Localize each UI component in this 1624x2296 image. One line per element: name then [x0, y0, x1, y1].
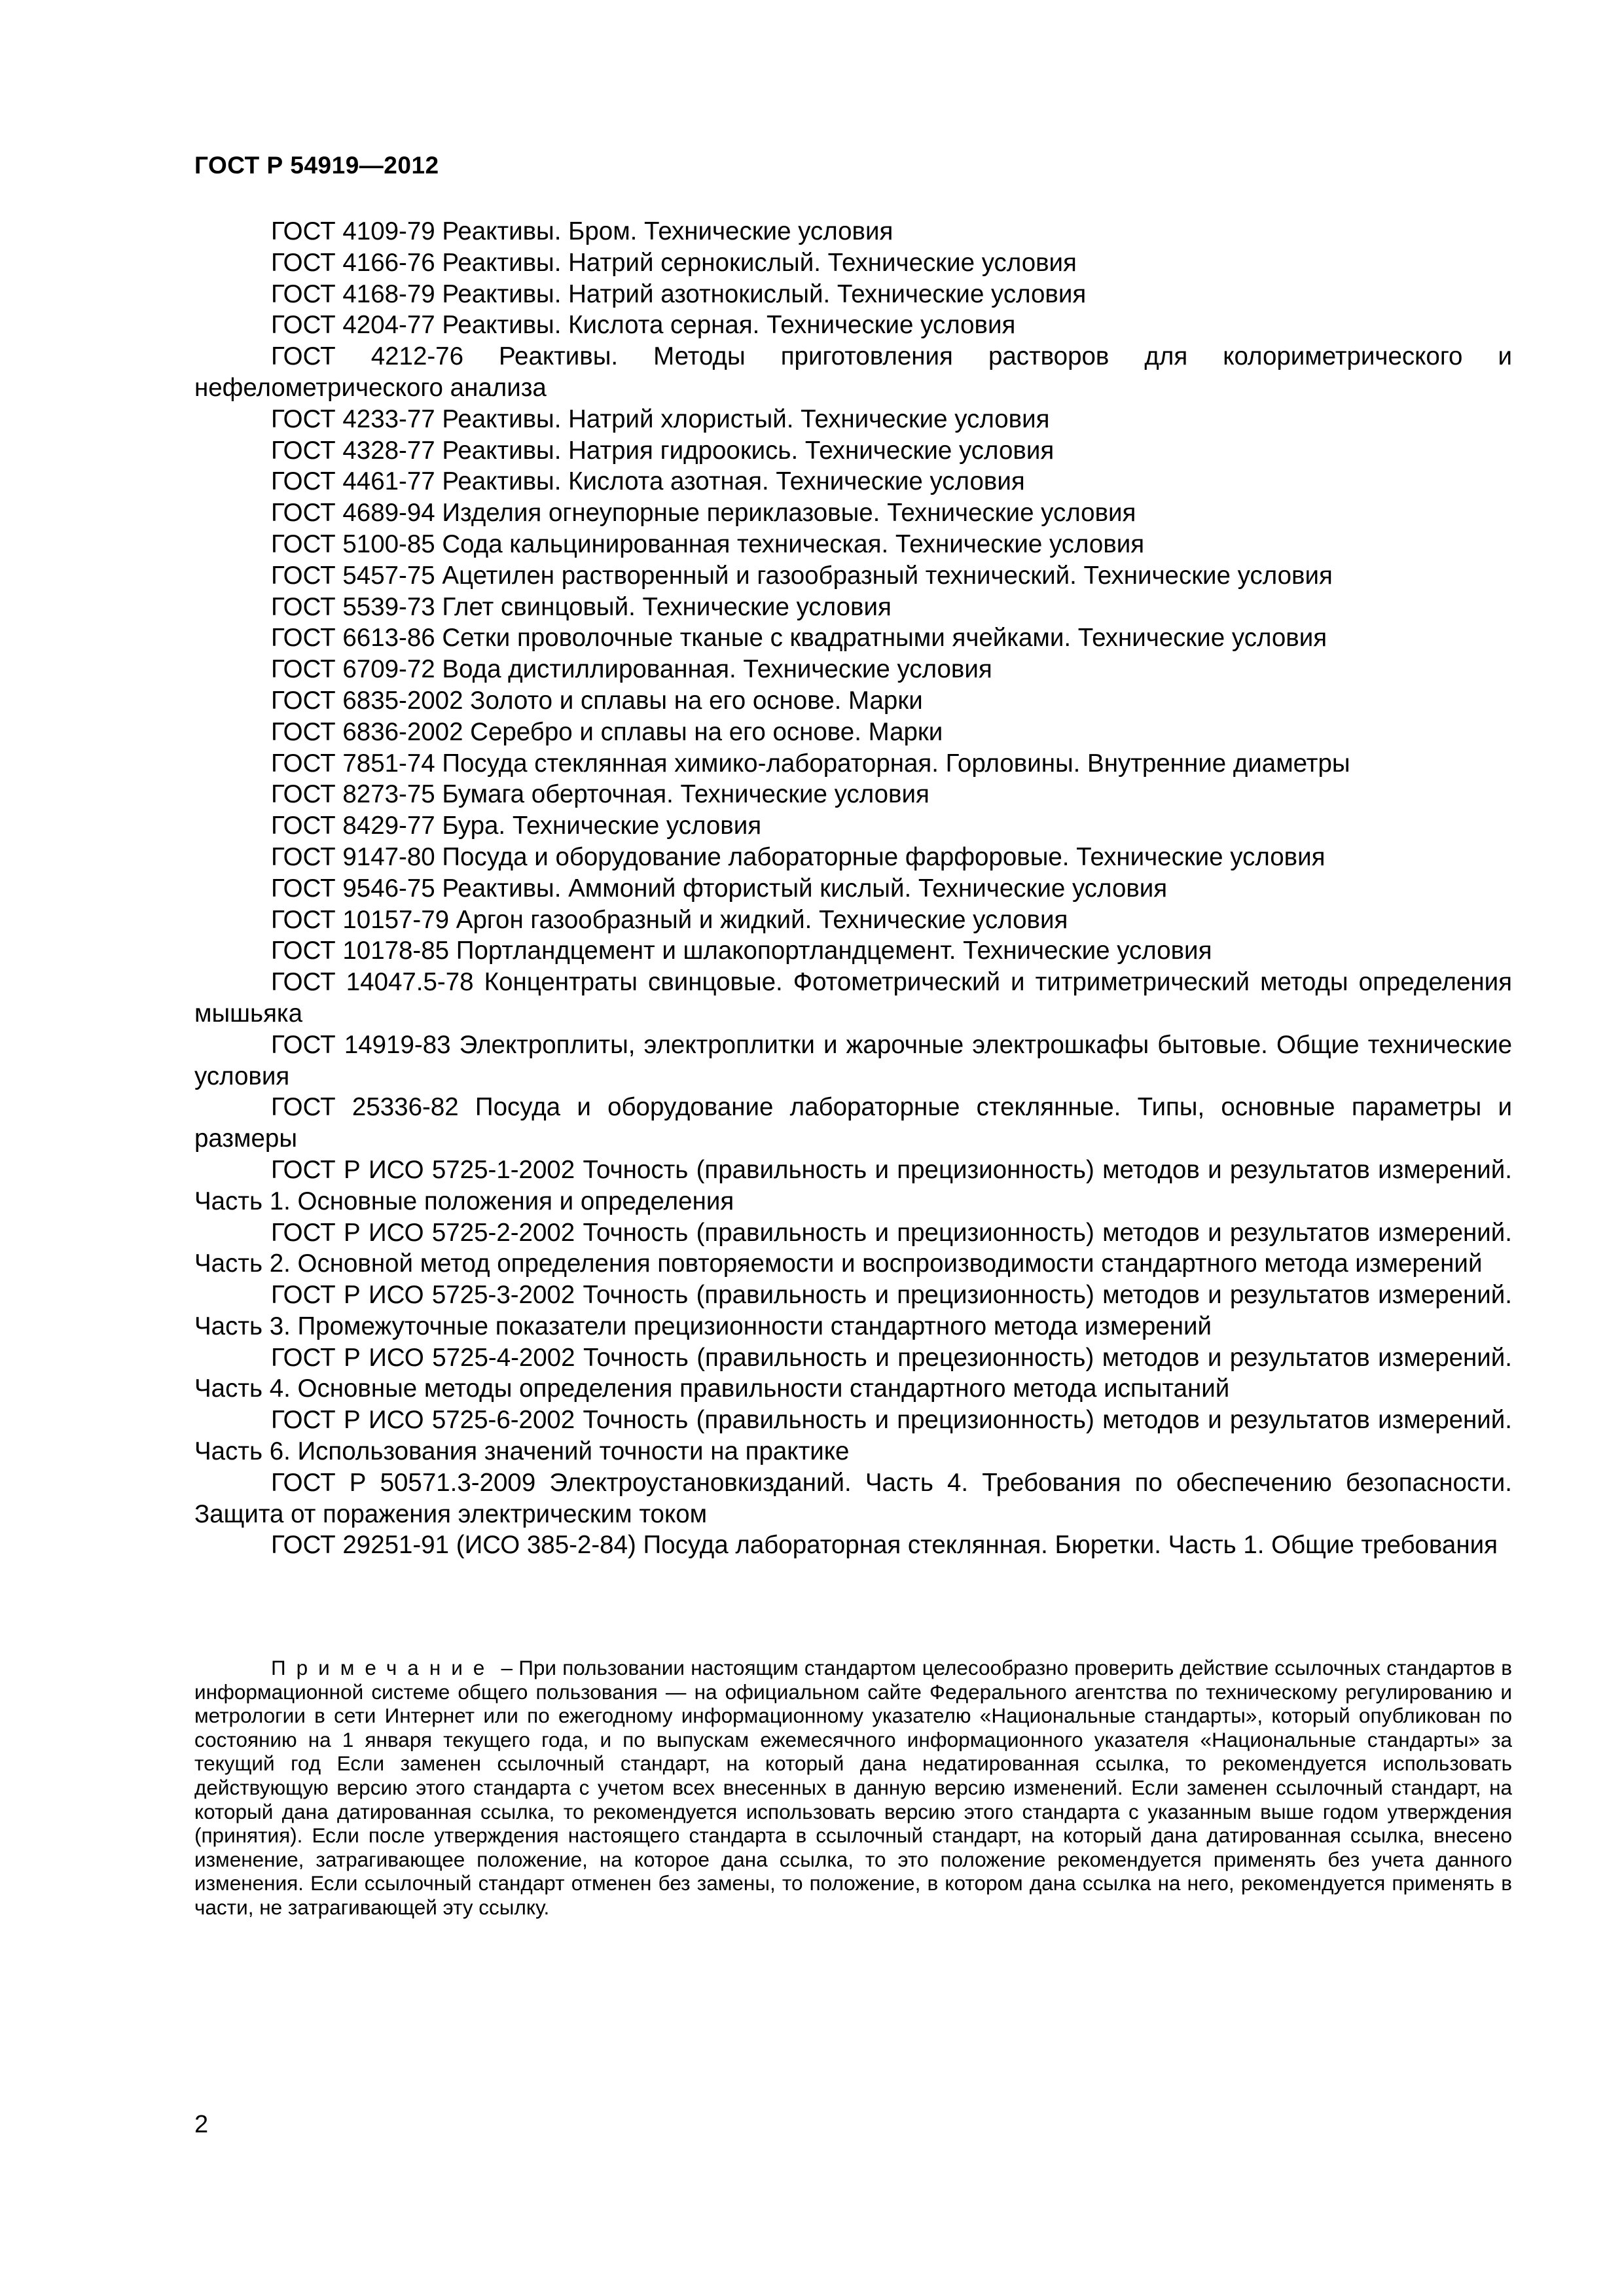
reference-item: ГОСТ 4109-79 Реактивы. Бром. Технические условия: [271, 217, 893, 245]
reference-item: ГОСТ Р ИСО 5725-2-2002 Точность (правильность и прецизионность) методов и результатов измерений. Часть 2. Основной метод определения повторяемости и воспроизводимости стандартного метода измерений: [194, 1218, 1512, 1278]
reference-item: ГОСТ 5100-85 Сода кальцинированная техническая. Технические условия: [271, 529, 1145, 558]
reference-item: ГОСТ 4461-77 Реактивы. Кислота азотная. Технические условия: [271, 467, 1025, 496]
reference-item: ГОСТ Р ИСО 5725-6-2002 Точность (правильность и прецизионность) методов и результатов измерений. Часть 6. Использования значений точности на практике: [194, 1406, 1512, 1466]
reference-item: ГОСТ 9147-80 Посуда и оборудование лабораторные фарфоровые. Технические условия: [271, 842, 1326, 871]
reference-item: ГОСТ 4212-76 Реактивы. Методы приготовления растворов для колориметрического и нефелометрического анализа: [194, 342, 1512, 402]
reference-item: ГОСТ 10178-85 Портландцемент и шлакопортландцемент. Технические условия: [271, 937, 1212, 965]
reference-item: ГОСТ 5457-75 Ацетилен растворенный и газообразный технический. Технические условия: [271, 561, 1333, 590]
reference-item: ГОСТ 6835-2002 Золото и сплавы на его основе. Марки: [271, 686, 923, 715]
reference-item: ГОСТ 25336-82 Посуда и оборудование лабораторные стеклянные. Типы, основные параметры и размеры: [194, 1093, 1512, 1153]
reference-item: ГОСТ Р ИСО 5725-3-2002 Точность (правильность и прецизионность) методов и результатов измерений. Часть 3. Промежуточные показатели прецизионности стандартного метода измерений: [194, 1281, 1512, 1340]
reference-item: ГОСТ Р ИСО 5725-1-2002 Точность (правильность и прецизионность) методов и результатов измерений. Часть 1. Основные положения и определения: [194, 1155, 1512, 1215]
reference-item: ГОСТ 6709-72 Вода дистиллированная. Технические условия: [271, 655, 992, 684]
normative-references-list: [194, 216, 1512, 1561]
reference-item: ГОСТ 6613-86 Сетки проволочные тканые с квадратными ячейками. Технические условия: [271, 624, 1327, 653]
page-number: 2: [194, 2111, 209, 2138]
reference-item: ГОСТ 6836-2002 Серебро и сплавы на его основе. Марки: [271, 717, 943, 746]
reference-item: ГОСТ 29251-91 (ИСО 385-2-84) Посуда лабораторная стеклянная. Бюретки. Часть 1. Общие требования: [271, 1531, 1498, 1560]
reference-item: ГОСТ 4168-79 Реактивы. Натрий азотнокислый. Технические условия: [271, 279, 1087, 308]
document-header: ГОСТ Р 54919—2012: [194, 152, 439, 179]
reference-item: ГОСТ 4204-77 Реактивы. Кислота серная. Технические условия: [271, 311, 1016, 340]
note-paragraph: [194, 1656, 1512, 1920]
reference-item: ГОСТ 4166-76 Реактивы. Натрий сернокислый. Технические условия: [271, 248, 1077, 277]
note-text: – При пользовании настоящим стандартом целесообразно проверить действие ссылочных стандартов в информационной системе общего пользования — на официальном сайте Федерального агентства по техническому регулированию и метрологии в сети Интернет или по ежегодному информационному указателю «Национальные стандарты», который опубликован по состоянию на 1 января текущего года, и по выпускам ежемесячного информационного указателя «Национальные стандарты» за текущий год Если заменен ссылочный стандарт, на который дана недатированная ссылка, то рекомендуется использовать действующую версию этого стандарта с учетом всех внесенных в данную версию изменений. Если заменен ссылочный стандарт, на который дана датированная ссылка, то рекомендуется использовать версию этого стандарта с указанным выше годом утверждения (принятия). Если после утверждения настоящего стандарта в ссылочный стандарт, на который дана датированная ссылка, внесено изменение, затрагивающее положение, на которое дана ссылка, то это положение рекомендуется применять без учета данного изменения. Если ссылочный стандарт отменен без замены, то положение, в котором дана ссылка на него, рекомендуется применять в части, не затрагивающей эту ссылку.: [194, 1656, 1512, 1919]
reference-item: ГОСТ Р 50571.3-2009 Электроустановкизданий. Часть 4. Требования по обеспечению безопасности. Защита от поражения электрическим током: [194, 1468, 1512, 1528]
reference-item: ГОСТ 4689-94 Изделия огнеупорные периклазовые. Технические условия: [271, 499, 1136, 528]
reference-item: ГОСТ 14919-83 Электроплиты, электроплитки и жарочные электрошкафы бытовые. Общие технические условия: [194, 1030, 1512, 1090]
reference-item: ГОСТ 9546-75 Реактивы. Аммоний фтористый кислый. Технические условия: [271, 874, 1168, 903]
reference-item: ГОСТ 4328-77 Реактивы. Натрия гидроокись. Технические условия: [271, 436, 1055, 465]
reference-item: ГОСТ 7851-74 Посуда стеклянная химико-лабораторная. Горловины. Внутренние диаметры: [271, 749, 1350, 778]
note-label: Примечание: [271, 1656, 496, 1679]
reference-item: ГОСТ 14047.5-78 Концентраты свинцовые. Фотометрический и титриметрический методы определения мышьяка: [194, 968, 1512, 1028]
reference-item: ГОСТ 4233-77 Реактивы. Натрий хлористый. Технические условия: [271, 404, 1050, 433]
reference-item: ГОСТ Р ИСО 5725-4-2002 Точность (правильность и прецезионность) методов и результатов измерений. Часть 4. Основные методы определения правильности стандартного метода испытаний: [194, 1343, 1512, 1403]
reference-item: ГОСТ 5539-73 Глет свинцовый. Технические условия: [271, 592, 892, 621]
reference-item: ГОСТ 10157-79 Аргон газообразный и жидкий. Технические условия: [271, 905, 1068, 934]
reference-item: ГОСТ 8273-75 Бумага оберточная. Технические условия: [271, 780, 929, 809]
reference-item: ГОСТ 8429-77 Бура. Технические условия: [271, 812, 762, 840]
